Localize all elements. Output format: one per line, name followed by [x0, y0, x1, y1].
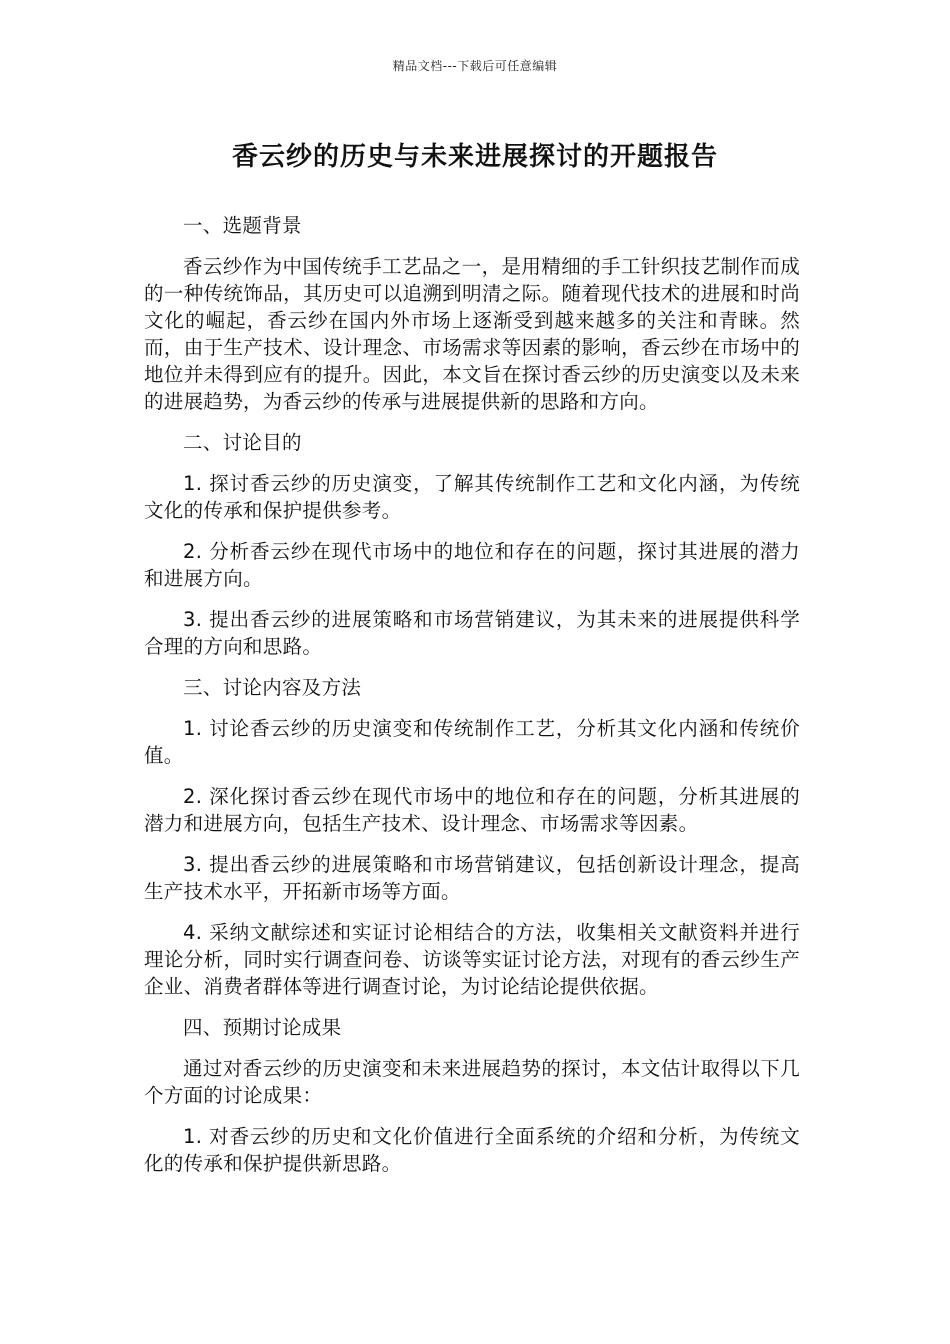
list-item: 3. 提出香云纱的进展策略和市场营销建议，包括创新设计理念，提高生产技术水平，开拓新市场等方面。: [144, 853, 800, 903]
section-heading: 三、讨论内容及方法: [183, 676, 362, 699]
list-item: 3. 提出香云纱的进展策略和市场营销建议，为其未来的进展提供科学合理的方向和思路。: [144, 608, 800, 658]
list-item: 2. 分析香云纱在现代市场中的地位和存在的问题，探讨其进展的潜力和进展方向。: [144, 540, 800, 590]
section-heading: 一、选题背景: [183, 214, 302, 237]
section-expected-results: [144, 1014, 800, 1177]
list-item: 2. 深化探讨香云纱在现代市场中的地位和存在的问题，分析其进展的潜力和进展方向，包括生产技术、设计理念、市场需求等因素。: [144, 785, 800, 835]
section-content-methods: [144, 674, 800, 1000]
section-background: [144, 212, 800, 415]
body-paragraph: 香云纱作为中国传统手工艺品之一，是用精细的手工针织技艺制作而成的一种传统饰品，其历史可以追溯到明清之际。随着现代技术的进展和时尚文化的崛起，香云纱在国内外市场上逐渐受到越来越多的关注和青睐。然而，由于生产技术、设计理念、市场需求等因素的影响，香云纱在市场中的地位并未得到应有的提升。因此，本文旨在探讨香云纱的历史演变以及未来的进展趋势，为香云纱的传承与进展提供新的思路和方向。: [144, 255, 800, 413]
body-paragraph: 通过对香云纱的历史演变和未来进展趋势的探讨，本文估计取得以下几个方面的讨论成果：: [144, 1057, 800, 1107]
document-title: 香云纱的历史与未来进展探讨的开题报告: [231, 142, 718, 172]
list-item: 1. 讨论香云纱的历史演变和传统制作工艺，分析其文化内涵和传统价值。: [144, 717, 800, 767]
list-item: 1. 探讨香云纱的历史演变，了解其传统制作工艺和文化内涵，为传统文化的传承和保护提供参考。: [144, 472, 800, 522]
list-item: 1. 对香云纱的历史和文化价值进行全面系统的介绍和分析，为传统文化的传承和保护提供新思路。: [144, 1125, 800, 1175]
list-item: 4. 采纳文献综述和实证讨论相结合的方法，收集相关文献资料并进行理论分析，同时实行调查问卷、访谈等实证讨论方法，对现有的香云纱生产企业、消费者群体等进行调查讨论，为讨论结论提供依据。: [144, 921, 800, 998]
section-heading: 四、预期讨论成果: [183, 1016, 342, 1039]
page-header-note: 精品文档---下载后可任意编辑: [392, 59, 558, 73]
section-heading: 二、讨论目的: [183, 431, 302, 454]
document-body: [144, 212, 800, 1191]
section-purpose: [144, 429, 800, 660]
